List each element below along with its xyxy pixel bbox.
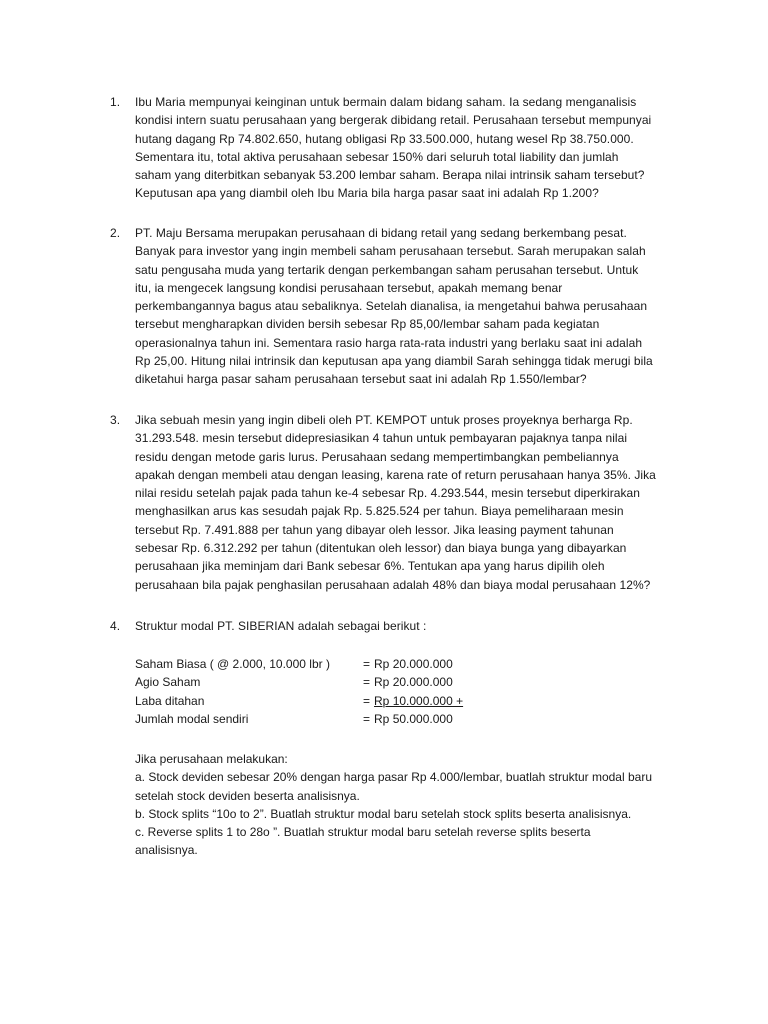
equals-sign: = (363, 657, 371, 671)
ledger-row (135, 692, 535, 710)
text-line: Ibu Maria mempunyai keinginan untuk bermain dalam bidang saham. Ia sedang menganalisis (135, 95, 637, 109)
text-line: perusahaan bila pajak penghasilan perusahaan adalah 48% dan biaya modal perusahaan 12%? (135, 577, 651, 592)
text-line: Struktur modal PT. SIBERIAN adalah sebagai berikut : (135, 619, 427, 633)
text-line: perkembangannya bagus atau sebaliknya. Setelah dianalisa, ia mengetahui bahwa perusahaan (135, 299, 648, 314)
equals-sign: = (363, 711, 371, 726)
ledger-row (135, 655, 535, 673)
text-line: Keputusan apa yang diambil oleh Ibu Maria bila harga pasar saat ini adalah Rp 1.200? (135, 186, 599, 201)
text-line: sebesar Rp. 6.312.292 per tahun (ditentukan oleh lessor) dan biaya bunga yang dibayarkan (135, 541, 627, 556)
ledger-value: Rp 20.000.000 (374, 657, 453, 671)
text-line: tersebut Rp. 7.491.888 per tahun yang dibayar oleh lessor. Jika leasing payment tahunan (135, 522, 614, 537)
ledger-value-cell (363, 692, 463, 710)
text-line: hutang dagang Rp 74.802.650, hutang obligasi Rp 33.500.000, hutang wesel Rp 38.750.000. (135, 131, 634, 146)
capital-structure-table (135, 655, 535, 728)
text-line: diketahui harga pasar saham perusahaan tersebut saat ini adalah Rp 1.550/lembar? (135, 372, 587, 387)
text-line: saham yang diterbitkan sebanyak 53.200 lembar saham. Berapa nilai intrinsik saham tersebut? (135, 168, 645, 183)
ledger-label: Jumlah modal sendiri (135, 711, 249, 726)
text-line: 31.293.548. mesin tersebut didepresiasikan 4 tahun untuk pembayaran pajaknya tanpa nilai (135, 431, 628, 446)
ledger-value: Rp 20.000.000 (374, 675, 453, 690)
text-line: setelah stock deviden beserta analisisnya. (135, 788, 360, 803)
question-number: 3. (110, 413, 121, 427)
question-text (135, 93, 675, 203)
text-line: kondisi intern suatu perusahaan yang bergerak dibidang retail. Perusahaan tersebut mempunyai (135, 113, 652, 128)
text-line: nilai residu setelah pajak pada tahun ke-4 sebesar Rp. 4.293.544, mesin tersebut diperkirakan (135, 486, 640, 501)
text-line: itu, ia mengecek langsung kondisi perusahaan tersebut, apakah memang benar (135, 280, 563, 295)
text-line: tersebut mengharapkan dividen bersih sebesar Rp 85,00/lembar saham pada kegiatan (135, 317, 600, 332)
text-line: apakah dengan membeli atau dengan leasing, karena rate of return perusahaan hanya 35%. Jika (135, 467, 656, 482)
equals-sign: = (363, 675, 371, 690)
question-text (135, 224, 675, 389)
ledger-value-cell (363, 710, 453, 728)
question-text (135, 411, 675, 594)
ledger-row (135, 673, 535, 691)
question-text (135, 617, 675, 635)
text-line: c. Reverse splits 1 to 28o ”. Buatlah struktur modal baru setelah reverse splits beserta (135, 825, 591, 840)
question-number: 2. (110, 226, 121, 240)
ledger-label: Saham Biasa ( @ 2.000, 10.000 lbr ) (135, 657, 330, 671)
ledger-label: Laba ditahan (135, 693, 205, 708)
text-line: Rp 25,00. Hitung nilai intrinsik dan keputusan apa yang diambil Sarah sehingga tidak merugi bila (135, 354, 653, 369)
ledger-value: Rp 50.000.000 (374, 711, 453, 726)
text-line: menghasilkan arus kas sesudah pajak Rp. 5.825.524 per tahun. Biaya pemeliharaan mesin (135, 504, 624, 519)
equals-sign: = (363, 693, 371, 708)
text-line: b. Stock splits “10o to 2”. Buatlah struktur modal baru setelah stock splits beserta analisisnya. (135, 806, 632, 821)
ledger-value-cell (363, 673, 453, 691)
ledger-label: Agio Saham (135, 675, 201, 690)
text-line: Jika sebuah mesin yang ingin dibeli oleh PT. KEMPOT untuk proses proyeknya berharga Rp. (135, 413, 633, 427)
text-line: Banyak para investor yang ingin membeli saham perusahaan tersebut. Sarah merupakan salah (135, 244, 646, 259)
text-line: PT. Maju Bersama merupakan perusahaan di bidang retail yang sedang berkembang pesat. (135, 226, 627, 240)
text-line: perusahaan jika meminjam dari Bank sebesar 6%. Tentukan apa yang harus dipilih oleh (135, 559, 605, 574)
ledger-value-underlined: Rp 10.000.000 + (374, 693, 464, 708)
text-line: analisisnya. (135, 843, 198, 858)
question-number: 4. (110, 619, 121, 633)
ledger-value-cell (363, 655, 453, 673)
question-number: 1. (110, 95, 121, 109)
text-line: a. Stock deviden sebesar 20% dengan harga pasar Rp 4.000/lembar, buatlah struktur modal baru (135, 770, 652, 785)
text-line: Jika perusahaan melakukan: (135, 752, 288, 766)
question-4-tasks (135, 750, 695, 860)
text-line: operasionalnya tahun ini. Sementara rasio harga rata-rata industri yang berlaku saat ini adalah (135, 335, 643, 350)
text-line: Sementara itu, total aktiva perusahaan sebesar 150% dari seluruh total liability dan jumlah (135, 149, 619, 164)
text-line: residu dengan metode garis lurus. Perusahaan sedang mempertimbangkan pembeliannya (135, 449, 619, 464)
ledger-row (135, 710, 535, 728)
text-line: satu pengusaha muda yang tertarik dengan perkembangan saham perusahan tersebut. Untuk (135, 262, 639, 277)
